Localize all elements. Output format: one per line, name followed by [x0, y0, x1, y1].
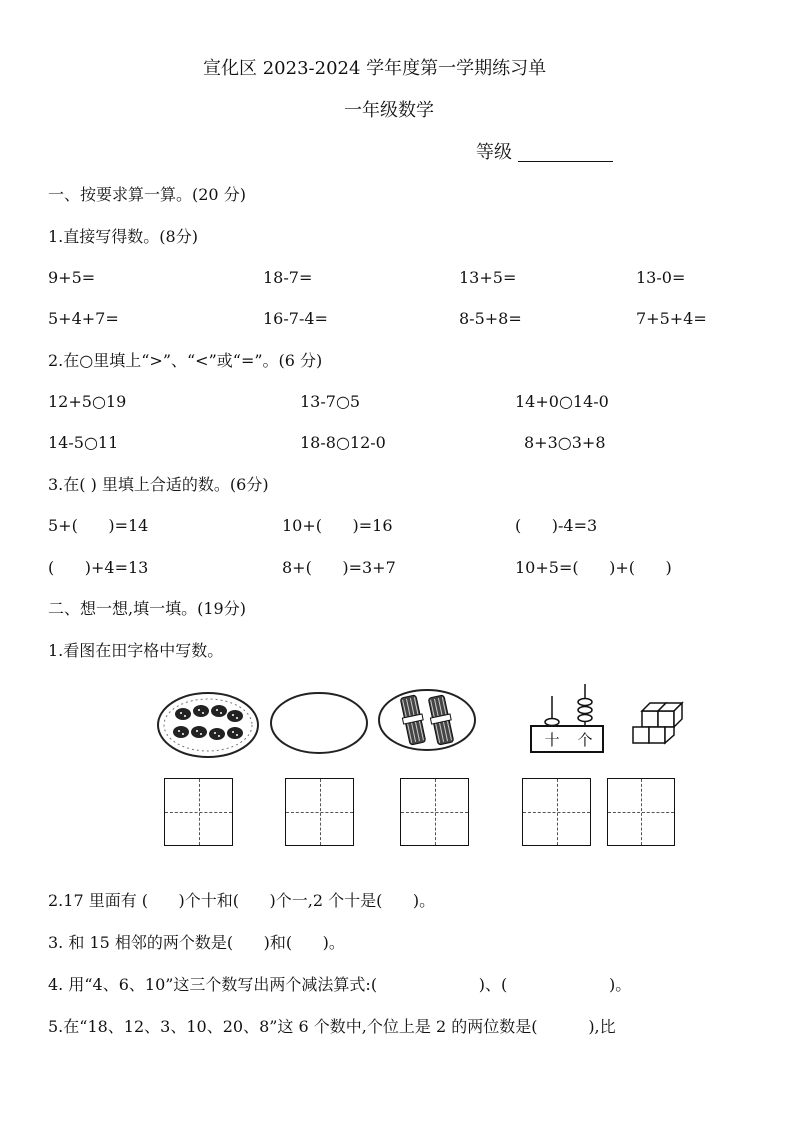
- stick-bundles-plate-icon: [379, 690, 475, 750]
- tianzige-box-1[interactable]: [164, 778, 233, 846]
- q3-item: ( )-4=3: [515, 516, 598, 535]
- abacus-tens-label: 十: [544, 731, 560, 749]
- tianzige-box-4[interactable]: [522, 778, 591, 846]
- tianzige-box-3[interactable]: [400, 778, 469, 846]
- s2-q3: 3. 和 15 相邻的两个数是( )和( )。: [48, 933, 345, 952]
- q2-item: 8+3○3+8: [524, 433, 606, 452]
- q1-item: 5+4+7=: [48, 309, 119, 328]
- q1-item: 13-0=: [636, 268, 686, 287]
- q1-item: 18-7=: [263, 268, 313, 287]
- q2-item: 18-8○12-0: [300, 433, 386, 452]
- page-subtitle: 一年级数学: [344, 100, 434, 121]
- q3-item: ( )+4=13: [48, 558, 149, 577]
- empty-plate-icon: [271, 693, 367, 753]
- q1-item: 8-5+8=: [459, 309, 522, 328]
- counting-pictures: [155, 678, 690, 763]
- grade-blank[interactable]: [518, 161, 613, 162]
- abacus-ones-label: 个: [577, 731, 593, 749]
- abacus-icon: [531, 684, 603, 752]
- q1-item: 13+5=: [459, 268, 517, 287]
- tianzige-box-2[interactable]: [285, 778, 354, 846]
- q1-item: 7+5+4=: [636, 309, 707, 328]
- q2-item: 12+5○19: [48, 392, 127, 411]
- tianzige-box-5[interactable]: [607, 778, 675, 846]
- q1-heading: 1.直接写得数。(8分): [48, 227, 198, 246]
- s2-q5: 5.在“18、12、3、10、20、8”这 6 个数中,个位上是 2 的两位数是( ),比: [48, 1017, 616, 1036]
- grade-label: 等级: [476, 142, 512, 163]
- q1-item: 9+5=: [48, 268, 96, 287]
- q3-item: 10+5=( )+( ): [515, 558, 672, 577]
- s2-q1-heading: 1.看图在田字格中写数。: [48, 641, 224, 660]
- strawberry-plate-icon: [158, 693, 258, 757]
- q2-item: 14-5○11: [48, 433, 119, 452]
- q3-heading: 3.在( ) 里填上合适的数。(6分): [48, 475, 269, 494]
- q2-item: 13-7○5: [300, 392, 361, 411]
- q3-item: 10+( )=16: [282, 516, 393, 535]
- s2-q2: 2.17 里面有 ( )个十和( )个一,2 个十是( )。: [48, 891, 436, 910]
- q2-heading: 2.在○里填上“>”、“<”或“=”。(6 分): [48, 351, 323, 370]
- section1-heading: 一、按要求算一算。(20 分): [48, 185, 246, 204]
- section2-heading: 二、想一想,填一填。(19分): [48, 599, 246, 618]
- q2-item: 14+0○14-0: [515, 392, 609, 411]
- page-title: 宣化区 2023-2024 学年度第一学期练习单: [203, 58, 547, 79]
- cubes-icon: [633, 703, 682, 743]
- q3-item: 5+( )=14: [48, 516, 149, 535]
- q3-item: 8+( )=3+7: [282, 558, 396, 577]
- s2-q4: 4. 用“4、6、10”这三个数写出两个减法算式:( )、( )。: [48, 975, 632, 994]
- q1-item: 16-7-4=: [263, 309, 328, 328]
